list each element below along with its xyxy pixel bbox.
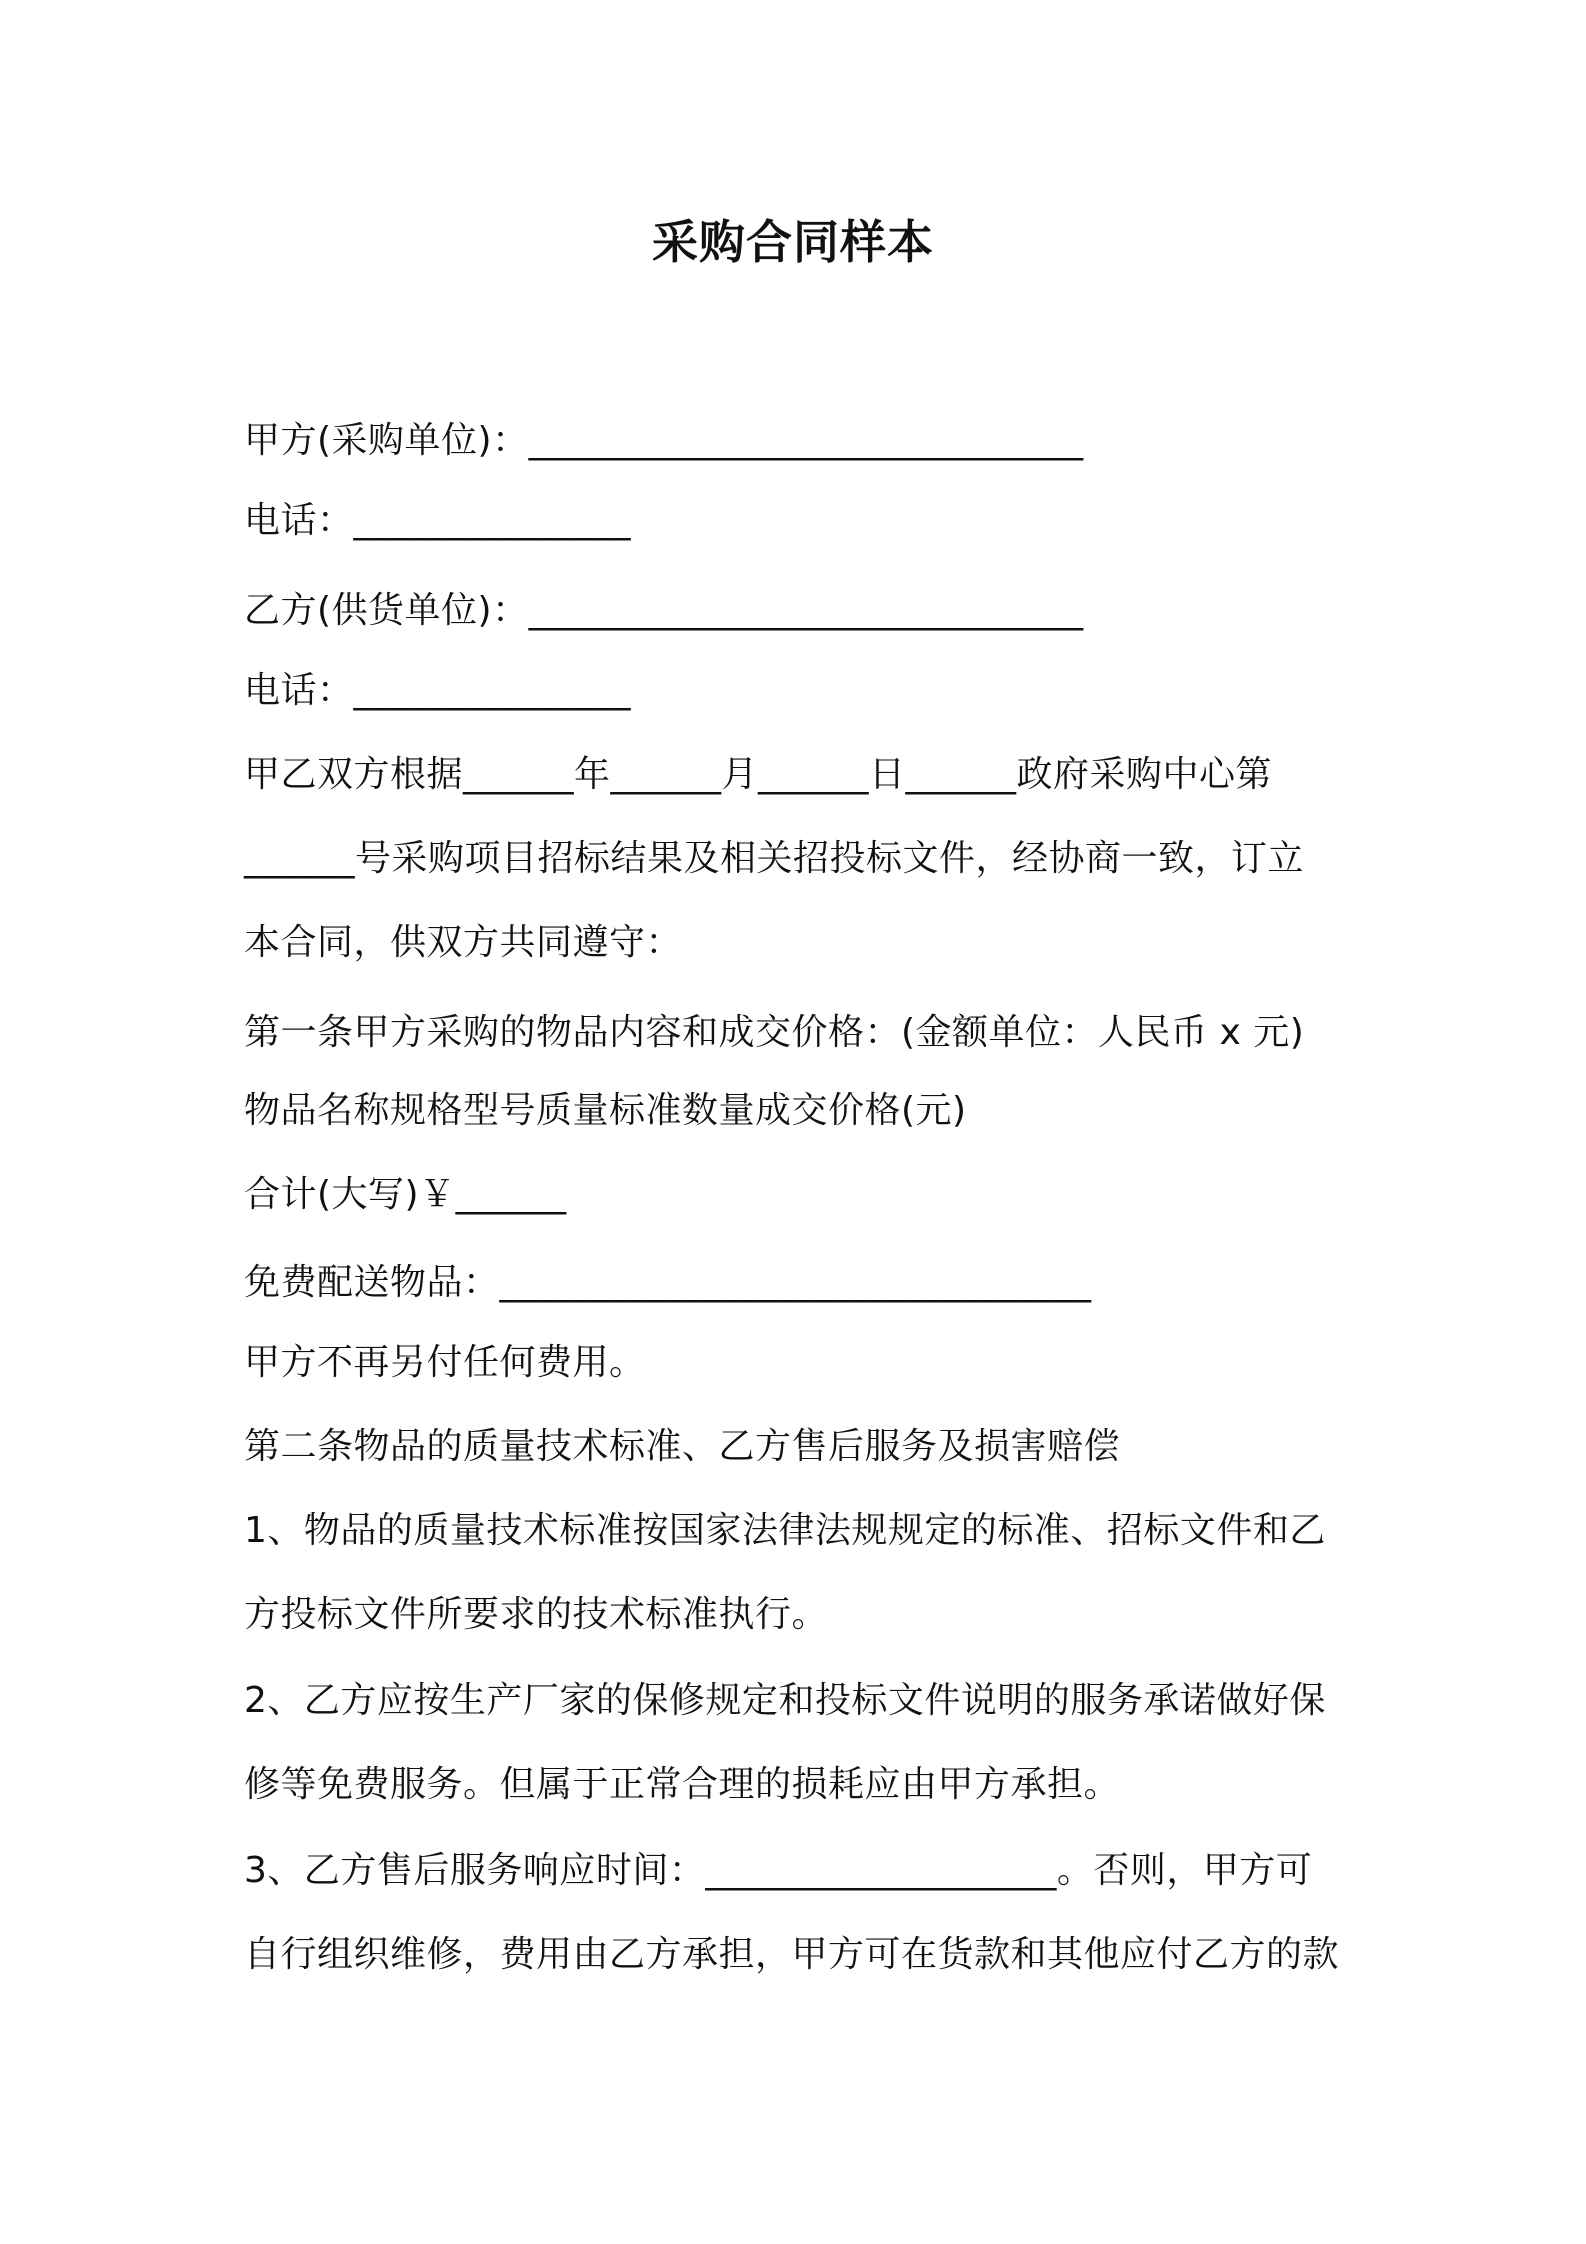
total-amount-line: 合计(大写)￥______ [244, 1174, 567, 1215]
clause-two-heading: 第二条物品的质量技术标准、乙方售后服务及损害赔偿 [244, 1426, 1121, 1467]
paragraph-line: 方投标文件所要求的技术标准执行。 [244, 1594, 829, 1635]
paragraph-line: 甲乙双方根据______年______月______日______政府采购中心第 [244, 754, 1273, 795]
party-b-line: 乙方(供货单位)：______________________________ [244, 590, 1084, 631]
free-delivery-line: 免费配送物品：________________________________ [244, 1262, 1092, 1303]
paragraph-line: ______号采购项目招标结果及相关招投标文件，经协商一致，订立 [244, 838, 1305, 879]
party-a-phone-line: 电话：_______________ [244, 500, 632, 541]
paragraph-line: 自行组织维修，费用由乙方承担，甲方可在货款和其他应付乙方的款 [244, 1934, 1340, 1975]
paragraph-line: 甲方不再另付任何费用。 [244, 1342, 646, 1383]
party-a-line: 甲方(采购单位)：______________________________ [244, 420, 1084, 461]
paragraph-line: 修等免费服务。但属于正常合理的损耗应由甲方承担。 [244, 1764, 1121, 1805]
paragraph-line: 3、乙方售后服务响应时间：___________________。否则，甲方可 [244, 1850, 1313, 1891]
party-b-phone-line: 电话：_______________ [244, 670, 632, 711]
clause-one-heading: 第一条甲方采购的物品内容和成交价格：(金额单位：人民币 x 元) [244, 1012, 1305, 1053]
paragraph-line: 本合同，供双方共同遵守： [244, 922, 683, 963]
paragraph-line: 1、物品的质量技术标准按国家法律法规规定的标准、招标文件和乙 [244, 1510, 1326, 1551]
item-table-header-line: 物品名称规格型号质量标准数量成交价格(元) [244, 1090, 967, 1131]
paragraph-line: 2、乙方应按生产厂家的保修规定和投标文件说明的服务承诺做好保 [244, 1680, 1326, 1721]
document-title: 采购合同样本 [652, 215, 934, 269]
